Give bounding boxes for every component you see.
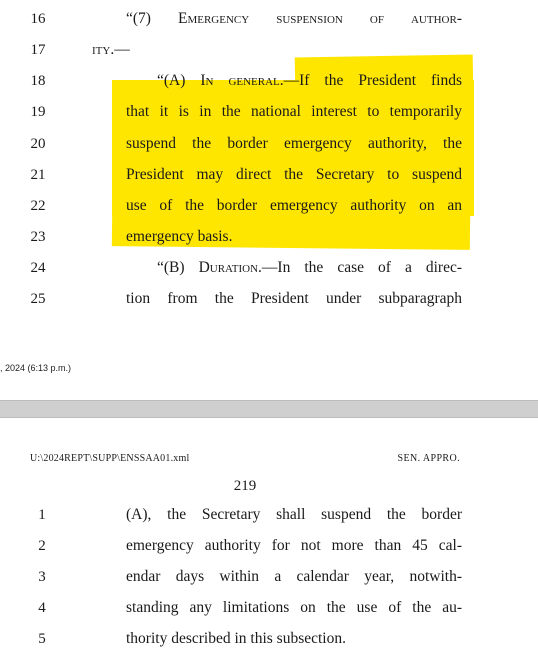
- line-number: 2: [38, 538, 46, 554]
- line-number: 5: [38, 631, 46, 647]
- line-number: 3: [38, 569, 46, 585]
- text-line: tion from the President under subparagraph: [126, 290, 462, 307]
- text-line: suspend the border emergency authority, the: [126, 135, 462, 152]
- text-line: use of the border emergency authority on an: [126, 197, 462, 214]
- text-line: President may direct the Secretary to suspend: [126, 166, 462, 183]
- text-line: standing any limitations on the use of the au-: [126, 599, 462, 616]
- line-number: 23: [30, 229, 46, 245]
- text-line: [157, 71, 462, 91]
- paragraph-heading: “(A) In general.—: [157, 72, 300, 89]
- line-number: 20: [30, 136, 46, 152]
- text-run: If the President finds: [299, 72, 462, 89]
- committee-header: SEN. APPRO.: [397, 453, 460, 464]
- text-line: endar days within a calendar year, notwith-: [126, 568, 462, 585]
- text-line: [157, 258, 462, 278]
- file-path-header: U:\2024REPT\SUPP\ENSSAA01.xml: [30, 453, 190, 464]
- paragraph-heading: “(B) Duration.—: [157, 259, 278, 276]
- line-number: 24: [30, 260, 46, 276]
- page-number: 219: [233, 478, 257, 494]
- line-number: 4: [38, 600, 46, 616]
- line-number: 16: [30, 11, 46, 27]
- text-line: ity.—: [92, 41, 130, 58]
- text-run: In the case of a direc-: [277, 259, 463, 276]
- line-number: 17: [30, 42, 46, 58]
- page-footer-date: , 2024 (6:13 p.m.): [0, 363, 72, 373]
- text-line: thority described in this subsection.: [126, 630, 346, 647]
- page-separator: [0, 400, 538, 418]
- text-line: emergency basis.: [126, 228, 233, 245]
- text-line: emergency authority for not more than 45 cal-: [126, 537, 462, 554]
- line-number: 19: [30, 104, 46, 120]
- text-line: “(7) Emergency suspension of author-: [126, 10, 462, 27]
- line-number: 18: [30, 73, 46, 89]
- line-number: 25: [30, 291, 46, 307]
- text-line: (A), the Secretary shall suspend the border: [126, 506, 462, 523]
- text-line: that it is in the national interest to temporarily: [126, 103, 462, 120]
- line-number: 22: [30, 198, 46, 214]
- line-number: 21: [30, 167, 46, 183]
- line-number: 1: [38, 507, 46, 523]
